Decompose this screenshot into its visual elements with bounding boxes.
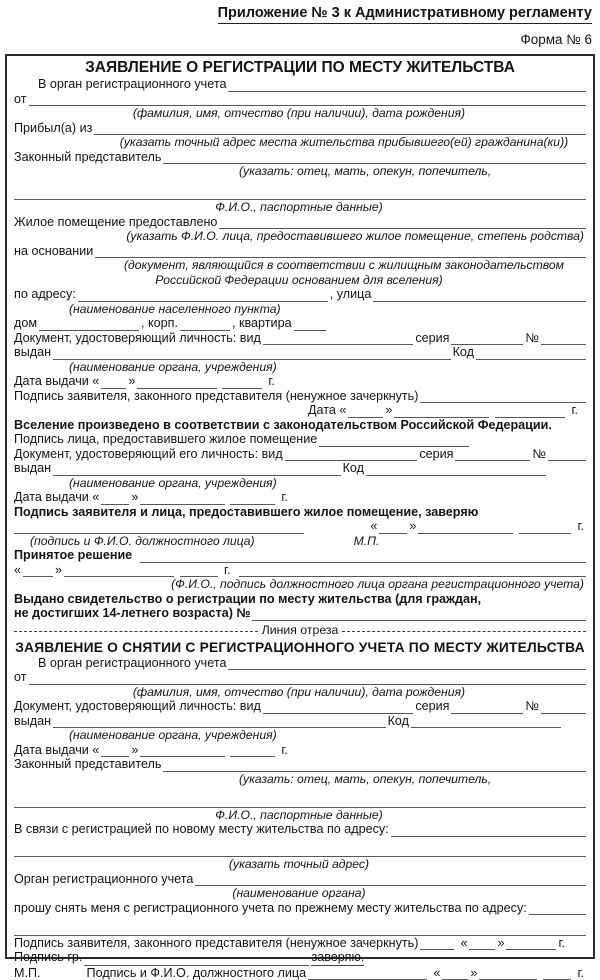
blank-fill-line [180,316,230,331]
label-text: прошу снять меня с регистрационного учета по прежнему месту жительства по адресу: [14,901,527,916]
label-text: № [525,331,539,346]
blank-fill-line [53,714,386,729]
blank-fill-line [140,743,225,758]
spacer [277,374,586,389]
blank-fill-line [14,843,586,858]
label-text: » [131,490,138,505]
page-header [5,4,595,49]
issuing-authority-caption-2 [14,476,586,491]
blank-fill-line [23,563,53,578]
blank-fill-line [418,519,513,534]
form-number: Форма № 6 [520,32,592,47]
blank-fill-line [379,519,407,534]
blank-fill-line [140,490,225,505]
to-authority-line [14,656,586,671]
caption-text: (Ф.И.О., подпись должностного лица органа регистрационного учета) [171,577,584,592]
label-text: » [128,374,135,389]
blank-fill-line [219,215,586,230]
arrived-from-line [14,121,586,136]
label-text: » [131,743,138,758]
blank-fill-line [252,606,586,621]
provider-signature-line [14,432,586,447]
issue-date-line [14,374,586,389]
label-text: заверяю. [311,950,364,966]
label-text: , корп. [141,316,178,331]
applicant-signature-line [14,389,586,404]
caption-text: (фамилия, имя, отчество (при наличии), дата рождения) [133,106,465,121]
label-text: Код [453,345,474,360]
blank-fill-line [14,793,586,808]
registration-authority-line [14,872,586,887]
blank-fill-line [476,345,586,360]
blank-fill-line [180,563,218,578]
cut-dash-left [14,631,258,632]
label-text: М.П. [354,534,380,549]
blank-fill-line [84,950,309,966]
label-text: серия [415,331,449,346]
deregister-request-line [14,901,586,916]
caption-text: (наименование органа) [232,886,365,901]
blank-fill-line [285,447,418,462]
certificate-line-1 [14,592,586,607]
official-signature-line [14,966,586,980]
blank-fill-line [391,822,586,837]
label-text: « [370,519,377,534]
exact-address-caption [14,857,586,872]
spacer [326,316,586,331]
label-text: г. [224,563,231,578]
form-number-row [5,24,592,49]
authority-name-caption [14,886,586,901]
provider-issue-date-line [14,490,586,505]
certify-sign-date-line [14,519,586,534]
label-text: г. [268,374,275,389]
spacer [14,403,306,418]
house-line [14,316,586,331]
label-text: , квартира [232,316,292,331]
spacer [290,490,586,505]
official-sign-caption [14,534,586,549]
caption-text: (наименование органа, учреждения) [69,476,277,491]
label-text: по адресу: [14,287,76,302]
blank-fill-line [263,331,413,346]
label-text: № [532,447,546,462]
spacer [561,714,586,729]
blank-fill-line [308,966,427,980]
label-text: Жилое помещение предоставлено [14,215,217,230]
blank-line-2 [14,843,586,858]
blank-fill-line [163,150,586,165]
blank-fill-line [222,374,262,389]
blank-fill-line [529,901,586,916]
cut-dash-right [342,631,586,632]
blank-fill-line [163,757,586,772]
blank-fill-line [95,244,586,259]
spacer [366,950,586,966]
blank-line-3 [14,921,586,936]
cut-line-label: Линия отреза [262,623,339,637]
blank-fill-line [469,936,495,951]
issued-by-line [14,714,586,729]
blank-fill-line [366,461,546,476]
label-text: серия [419,447,453,462]
spacer [262,374,266,389]
label-text: Подпись заявителя и лица, предоставившего жилое помещение, заверяю [14,505,478,520]
blank-line [14,793,586,808]
spacer [43,966,85,980]
applicant-signature-line [14,936,586,951]
blank-fill-line [506,936,556,951]
caption-text: (указать Ф.И.О. лица, предоставившего жилое помещение, степень родства) [126,229,584,244]
applicant-caption [14,685,586,700]
spacer [571,519,575,534]
label-text: Подпись заявителя, законного представителя (ненужное зачеркнуть) [14,389,418,404]
label-text: « [14,563,21,578]
label-text: » [55,563,62,578]
spacer [571,966,575,980]
form1-title: ЗАЯВЛЕНИЕ О РЕГИСТРАЦИИ ПО МЕСТУ ЖИТЕЛЬСТВА [14,58,586,77]
label-text: Документ, удостоверяющий личность: вид [14,699,261,714]
blank-fill-line [451,699,523,714]
blank-fill-line [230,490,275,505]
label-text: В орган регистрационного учета [38,77,226,92]
blank-fill-line [263,699,413,714]
label-text: Вселение произведено в соответствии с законодательством Российской Федерации. [14,418,552,433]
caption-text: (документ, являющийся в соответствии с жилищным законодательством [124,258,564,273]
form2-title: ЗАЯВЛЕНИЕ О СНЯТИИ С РЕГИСТРАЦИОННОГО УЧЕТА ПО МЕСТУ ЖИТЕЛЬСТВА [14,639,586,656]
caption-text: (указать: отец, мать, опекун, попечитель, [239,164,491,179]
basis-caption-1 [14,258,586,273]
form2-body [14,656,586,980]
blank-fill-line [373,287,586,302]
blank-fill-line [53,461,341,476]
label-text: Выдано свидетельство о регистрации по месту жительства (для граждан, [14,592,481,607]
blank-fill-line [420,936,454,951]
caption-text: Ф.И.О., паспортные данные) [215,200,382,215]
issuing-authority-caption [14,360,586,375]
blank-fill-line [479,966,537,980]
label-text: г. [281,743,288,758]
blank-fill-line [101,374,126,389]
label-text: г. [577,519,584,534]
label-text: В орган регистрационного учета [38,656,226,671]
blank-fill-line [14,519,304,534]
blank-fill-line [53,345,451,360]
spacer [546,461,586,476]
blank-fill-line [548,447,586,462]
blank-fill-line [455,447,530,462]
blank-fill-line [140,548,586,563]
decision-line [14,548,586,563]
blank-fill-line [39,316,139,331]
label-text: г. [577,966,584,980]
appendix-reference: Приложение № 3 к Административному регламенту [218,5,592,24]
blank-fill-line [411,714,561,729]
certify-heading [14,505,586,520]
blank-fill-line [451,331,523,346]
label-text: Законный представитель [14,757,161,772]
label-text: г. [571,403,578,418]
label-text: г. [558,936,565,951]
spacer [381,534,586,549]
caption-text: (наименование органа, учреждения) [69,360,277,375]
label-text: Документ, удостоверяющий личность: вид [14,331,261,346]
blank-fill-line [14,921,586,936]
legal-representative-line [14,757,586,772]
label-text: » [409,519,416,534]
legal-rep-caption [14,772,586,787]
label-text: Код [343,461,364,476]
blank-fill-line [319,432,469,447]
spacer [565,403,569,418]
blank-fill-line [195,872,586,887]
applicant-caption [14,106,586,121]
identity-doc-line [14,331,586,346]
spacer [275,743,279,758]
label-text: » [385,403,392,418]
label-text: выдан [14,461,51,476]
spacer [580,403,586,418]
label-text: от [14,670,27,685]
housing-provided-line [14,215,586,230]
citizen-signature-line [14,950,586,966]
housing-caption [14,229,586,244]
label-text: от [14,92,27,107]
label-text: « [460,936,467,951]
label-text: на основании [14,244,93,259]
spacer [469,432,586,447]
label-text: Дата « [308,403,346,418]
basis-caption-2 [14,273,586,288]
move-in-statement [14,418,586,433]
blank-fill-line [541,699,586,714]
label-text: Подпись заявителя, законного представителя (ненужное зачеркнуть) [14,936,418,951]
spacer [454,936,458,951]
label-text: № [525,699,539,714]
blank-fill-line [442,966,468,980]
blank-fill-line [495,403,565,418]
legal-rep-caption [14,164,586,179]
from-line [14,92,586,107]
blank-fill-line [29,92,587,107]
identity-doc-line [14,699,586,714]
label-text: дом [14,316,37,331]
blank-fill-line [420,389,586,404]
from-line [14,670,586,685]
blank-fill-line [541,331,586,346]
form1-body [14,77,586,621]
decision-caption [14,577,586,592]
label-text: » [470,966,477,980]
label-text: Дата выдачи « [14,743,99,758]
label-text: Дата выдачи « [14,490,99,505]
to-authority-line [14,77,586,92]
blank-fill-line [294,316,326,331]
provider-identity-doc-line [14,447,586,462]
label-text: Подпись гр. [14,950,82,966]
caption-text: (указать точный адрес) [229,857,369,872]
cut-line [14,622,586,638]
provider-issued-by-line [14,461,586,476]
caption-text: (указать точный адрес места жительства прибывшего(ей) гражданина(ки)) [120,135,568,150]
blank-fill-line [394,403,489,418]
label-text: « [433,966,440,980]
caption-text: (указать: отец, мать, опекун, попечитель, [239,772,491,787]
label-text: г. [281,490,288,505]
basis-line [14,244,586,259]
issued-by-line [14,345,586,360]
blank-fill-line [239,563,586,578]
settlement-caption [14,302,586,317]
spacer [427,966,431,980]
label-text: Подпись и Ф.И.О. должностного лица [87,966,307,980]
form-box [5,54,595,959]
blank-fill-line [29,670,587,685]
label-text: Законный представитель [14,150,161,165]
blank-fill-line [543,966,571,980]
label-text: Дата выдачи « [14,374,99,389]
blank-fill-line [64,563,174,578]
caption-text: Ф.И.О., паспортные данные) [215,808,382,823]
blank-fill-line [348,403,383,418]
spacer [218,563,222,578]
label-text: Прибыл(а) из [14,121,92,136]
new-address-line [14,822,586,837]
issue-date-line [14,743,586,758]
issuing-authority-caption [14,728,586,743]
address-line [14,287,586,302]
appendix-row [5,4,592,24]
label-text: выдан [14,345,51,360]
label-text: » [497,936,504,951]
label-text: Подпись лица, предоставившего жилое помещение [14,432,317,447]
legal-representative-line [14,150,586,165]
blank-fill-line [519,519,571,534]
label-text: М.П. [14,966,41,980]
caption-text: (фамилия, имя, отчество (при наличии), дата рождения) [133,685,465,700]
label-text: не достигших 14-летнего возраста) № [14,606,250,621]
fio-passport-caption [14,200,586,215]
label-text: Орган регистрационного учета [14,872,193,887]
arrived-caption [14,135,586,150]
label-text: Принятое решение [14,548,132,563]
label-text: В связи с регистрацией по новому месту жительства по адресу: [14,822,389,837]
decision-date-line [14,563,586,578]
spacer [290,743,586,758]
spacer [14,534,28,549]
blank-fill-line [94,121,586,136]
caption-text: (наименование населенного пункта) [69,302,281,317]
blank-fill-line [78,287,328,302]
label-text: серия [415,699,449,714]
label-text: Код [388,714,409,729]
blank-fill-line [228,656,586,671]
label-text: , улица [330,287,372,302]
blank-fill-line [101,743,129,758]
caption-text: Российской Федерации основанием для вселения) [155,273,442,288]
caption-text: (наименование органа, учреждения) [69,728,277,743]
spacer [257,534,352,549]
blank-fill-line [230,743,275,758]
label-text: Документ, удостоверяющий его личность: вид [14,447,283,462]
fio-passport-caption [14,808,586,823]
blank-fill-line [137,374,217,389]
spacer [304,519,368,534]
blank-line [14,186,586,201]
blank-fill-line [228,77,586,92]
label-text: выдан [14,714,51,729]
blank-fill-line [14,186,586,201]
spacer [275,490,279,505]
label-text: (подпись и Ф.И.О. должностного лица) [30,534,255,549]
blank-fill-line [101,490,129,505]
certificate-line-2 [14,606,586,621]
date-line [14,403,586,418]
